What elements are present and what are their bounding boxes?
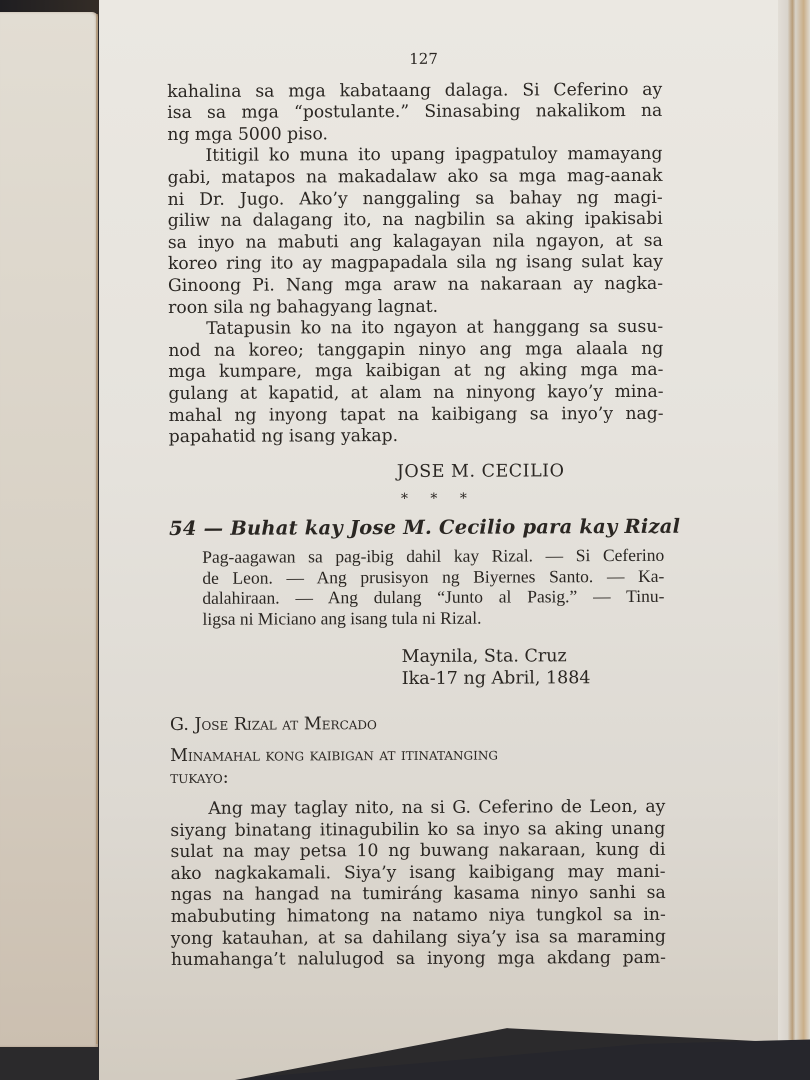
- section-separator: * * *: [400, 490, 467, 508]
- continuation-paragraph: [167, 79, 662, 146]
- summary-line: Pag-aagawan sa pag-ibig dahil kay Rizal. — Si Ceferino: [202, 545, 665, 568]
- text-line: papahatid ng isang yakap.: [168, 426, 399, 448]
- letter-heading: 54 — Buhat kay Jose M. Cecilio para kay Rizal: [169, 514, 681, 540]
- book-gutter: [96, 14, 98, 1044]
- letter-signature: JOSE M. CECILIO: [396, 460, 565, 482]
- text-line: roon sila ng bahagyang lagnat.: [168, 296, 439, 318]
- letter-summary: [202, 545, 664, 629]
- text-line: ako nagkakamali. Siya’y isang kaibigang may mani-: [170, 861, 666, 884]
- text-line: humahanga’t nalulugod sa inyong mga akdang pam-: [170, 948, 667, 971]
- paragraph-closing: [168, 317, 664, 449]
- summary-line: de Leon. — Ang prusisyon ng Biyernes Santo. — Ka-: [202, 565, 665, 588]
- page-number: 127: [409, 49, 438, 68]
- text-line: Tatapusin ko na ito ngayon at hanggang sa susu-: [206, 316, 664, 339]
- text-line: mabubuting himatong na natamo niya tungkol sa in-: [170, 904, 666, 928]
- text-line: giliw na dalagang ito, na nagbilin sa aking ipakisabi: [167, 208, 663, 232]
- text-line: mga kumpare, mga kaibigan at ng aking mga ma-: [168, 360, 664, 383]
- text-line: Ititigil ko muna ito upang ipagpatuloy mamayang: [205, 144, 663, 167]
- text-line: ng mga 5000 piso.: [167, 124, 329, 145]
- text-line: mahal ng inyong tapat na kaibigang sa inyo’y nag-: [168, 403, 664, 426]
- summary-line: ligsa ni Miciano ang isang tula ni Rizal.: [202, 607, 482, 629]
- summary-line: dalahiraan. — Ang dulang “Junto al Pasig.” — Tinu-: [202, 586, 665, 609]
- page-text: [167, 48, 681, 972]
- text-line: ngas na hangad na tumiráng kasama ninyo sanhi sa: [170, 883, 666, 906]
- text-line: sa inyo na mabuti ang kalagayan nila ngayon, at sa: [167, 230, 663, 253]
- text-line: ni Dr. Jugo. Ako’y nanggaling sa bahay ng magi-: [167, 187, 663, 210]
- text-line: siyang binatang itinagubilin ko sa inyo sa aking unang: [170, 818, 666, 841]
- place-and-date: [402, 645, 665, 690]
- left-page: [0, 12, 98, 1047]
- letter-body: [170, 797, 666, 972]
- text-line: isa sa mga “postulante.” Sinasabing nakalikom na: [167, 101, 663, 124]
- paragraph-postpone: [167, 144, 663, 319]
- text-line: Ginoong Pi. Nang mga araw na nakaraan ay nagka-: [167, 273, 664, 296]
- text-line: yong katauhan, at sa dahilang siya’y isa sa maraming: [170, 926, 666, 949]
- salutation-line: Minamahal kong kaibigan at itinatanging: [170, 744, 498, 767]
- text-line: kahalina sa mga kabataang dalaga. Si Ceferino ay: [167, 79, 663, 102]
- text-line: sulat na may petsa 10 ng buwang nakaraan, kung di: [170, 840, 666, 863]
- text-line: gabi, matapos na makadalaw ako sa mga mag-aanak: [167, 165, 663, 188]
- addressee: G. Jose Rizal at Mercado: [169, 714, 377, 736]
- text-line: Ang may taglay nito, na si G. Ceferino de Leon, ay: [208, 796, 666, 819]
- text-line: koreo ring ito ay magpapadala sila ng isang sulat kay: [167, 252, 663, 275]
- salutation: [170, 743, 665, 789]
- salutation-line: tukayo:: [170, 767, 229, 789]
- letter-date: Ika-17 ng Abril, 1884: [401, 668, 591, 690]
- text-line: nod na koreo; tanggapin ninyo ang mga alaala ng: [168, 338, 664, 361]
- text-line: gulang at kapatid, at alam na ninyong kayo’y mina-: [168, 381, 664, 404]
- letter-place: Maynila, Sta. Cruz: [401, 646, 567, 668]
- page-edges: [778, 0, 810, 1050]
